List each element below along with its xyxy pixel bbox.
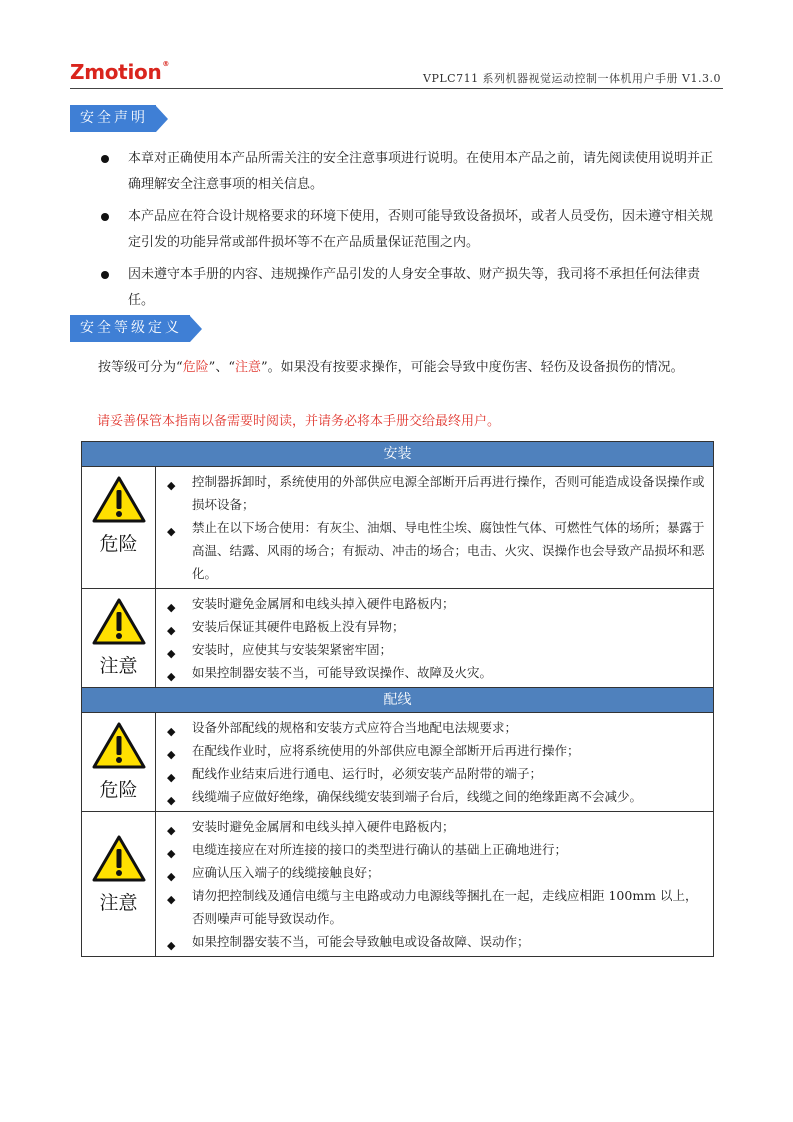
diamond-bullet-icon: ◆ bbox=[167, 624, 176, 637]
diamond-bullet-icon: ◆ bbox=[167, 939, 176, 952]
table-item bbox=[164, 638, 709, 661]
table-item bbox=[164, 739, 709, 762]
diamond-bullet-icon: ◆ bbox=[167, 479, 176, 492]
brand-name: Zmotion bbox=[70, 60, 162, 84]
item-text: 配线作业结束后进行通电、运行时，必须安装产品附带的端子； bbox=[192, 766, 543, 781]
table-item bbox=[164, 930, 709, 953]
diamond-bullet-icon: ◆ bbox=[167, 525, 176, 538]
item-text: 安装时避免金属屑和电线头掉入硬件电路板内； bbox=[192, 819, 455, 834]
install-header: 安装 bbox=[82, 442, 714, 467]
bullet-text: 因未遵守本手册的内容、违规操作产品引发的人身安全事故、财产损失等，我司将不承担任何法律责任。 bbox=[128, 267, 701, 308]
table-item bbox=[164, 785, 709, 808]
items-cell bbox=[156, 713, 714, 812]
bullet-dot-icon bbox=[101, 155, 109, 163]
red-notice: 请妥善保管本指南以备需要时阅读，并请务必将本手册交给最终用户。 bbox=[97, 414, 501, 429]
diamond-bullet-icon: ◆ bbox=[167, 870, 176, 883]
warning-triangle-icon bbox=[91, 721, 147, 771]
levels-paragraph bbox=[72, 355, 722, 381]
diamond-bullet-icon: ◆ bbox=[167, 824, 176, 837]
level-cell bbox=[82, 589, 156, 688]
items-cell bbox=[156, 812, 714, 957]
safety-table bbox=[81, 441, 714, 957]
table-item bbox=[164, 615, 709, 638]
tag-arrow-icon bbox=[190, 316, 202, 342]
section-title: 安全声明 bbox=[70, 105, 156, 132]
level-label-danger: 危险 bbox=[99, 533, 138, 555]
diamond-bullet-icon: ◆ bbox=[167, 748, 176, 761]
danger-word: 危险 bbox=[182, 360, 209, 375]
diamond-bullet-icon: ◆ bbox=[167, 771, 176, 784]
item-text: 电缆连接应在对所连接的接口的类型进行确认的基础上正确地进行； bbox=[192, 842, 568, 857]
registered-mark: ® bbox=[162, 60, 170, 68]
table-item bbox=[164, 716, 709, 739]
table-item bbox=[164, 516, 709, 585]
section-title: 安全等级定义 bbox=[70, 315, 190, 342]
level-label-danger: 危险 bbox=[99, 779, 138, 801]
item-text: 请勿把控制线及通信电缆与主电路或动力电源线等捆扎在一起，走线应相距 100mm 以上，否则噪声可能导致误动作。 bbox=[192, 888, 698, 926]
diamond-bullet-icon: ◆ bbox=[167, 893, 176, 906]
item-text: 线缆端子应做好绝缘，确保线缆安装到端子台后，线缆之间的绝缘距离不会减少。 bbox=[192, 789, 643, 804]
statement-bullet-list bbox=[96, 146, 722, 316]
install-danger-row bbox=[82, 467, 714, 589]
item-text: 在配线作业时，应将系统使用的外部供应电源全部断开后再进行操作； bbox=[192, 743, 580, 758]
item-text: 应确认压入端子的线缆接触良好； bbox=[192, 865, 380, 880]
items-cell bbox=[156, 467, 714, 589]
item-text: 控制器拆卸时，系统使用的外部供应电源全部断开后再进行操作，否则可能造成设备误操作或损坏设备； bbox=[192, 474, 705, 512]
statement-bullet bbox=[96, 204, 722, 256]
caution-word: 注意 bbox=[234, 360, 261, 375]
header-divider bbox=[70, 88, 723, 89]
wiring-danger-row bbox=[82, 713, 714, 812]
diamond-bullet-icon: ◆ bbox=[167, 725, 176, 738]
document-title: VPLC711 系列机器视觉运动控制一体机用户手册 V1.3.0 bbox=[423, 72, 721, 85]
warning-triangle-icon bbox=[91, 597, 147, 647]
level-label-caution: 注意 bbox=[99, 892, 138, 914]
bullet-dot-icon bbox=[101, 271, 109, 279]
statement-bullet bbox=[96, 262, 722, 314]
level-cell bbox=[82, 713, 156, 812]
table-item bbox=[164, 470, 709, 516]
para-text: ”。如果没有按要求操作，可能会导致中度伤害、轻伤及设备损伤的情况。 bbox=[260, 360, 684, 375]
warning-triangle-icon bbox=[91, 475, 147, 525]
para-text: 按等级可分为“ bbox=[98, 360, 183, 375]
table-item bbox=[164, 661, 709, 684]
install-caution-row bbox=[82, 589, 714, 688]
statement-bullet bbox=[96, 146, 722, 198]
item-text: 安装后保证其硬件电路板上没有异物； bbox=[192, 619, 405, 634]
table-item bbox=[164, 838, 709, 861]
item-text: 安装时避免金属屑和电线头掉入硬件电路板内； bbox=[192, 596, 455, 611]
level-label-caution: 注意 bbox=[99, 655, 138, 677]
bullet-text: 本产品应在符合设计规格要求的环境下使用，否则可能导致设备损坏，或者人员受伤，因未遵守相关规定引发的功能异常或部件损坏等不在产品质量保证范围之内。 bbox=[128, 209, 714, 250]
item-text: 如果控制器安装不当，可能导致误操作、故障及火灾。 bbox=[192, 665, 493, 680]
level-cell bbox=[82, 467, 156, 589]
wiring-caution-row bbox=[82, 812, 714, 957]
level-cell bbox=[82, 812, 156, 957]
diamond-bullet-icon: ◆ bbox=[167, 601, 176, 614]
diamond-bullet-icon: ◆ bbox=[167, 670, 176, 683]
item-text: 禁止在以下场合使用：有灰尘、油烟、导电性尘埃、腐蚀性气体、可燃性气体的场所；暴露于高温、结露、风雨的场合；有振动、冲击的场合；电击、火灾、误操作也会导致产品损坏和恶化。 bbox=[192, 520, 705, 581]
items-cell bbox=[156, 589, 714, 688]
table-item bbox=[164, 884, 709, 930]
diamond-bullet-icon: ◆ bbox=[167, 794, 176, 807]
table-item bbox=[164, 592, 709, 615]
table-item bbox=[164, 861, 709, 884]
diamond-bullet-icon: ◆ bbox=[167, 847, 176, 860]
para-text: ”、“ bbox=[208, 360, 235, 375]
warning-triangle-icon bbox=[91, 834, 147, 884]
brand-logo bbox=[70, 60, 169, 84]
table-item bbox=[164, 815, 709, 838]
item-text: 如果控制器安装不当，可能会导致触电或设备故障、误动作； bbox=[192, 934, 530, 949]
tag-arrow-icon bbox=[156, 106, 168, 132]
bullet-text: 本章对正确使用本产品所需关注的安全注意事项进行说明。在使用本产品之前，请先阅读使用说明并正确理解安全注意事项的相关信息。 bbox=[128, 151, 714, 192]
item-text: 安装时，应使其与安装架紧密牢固； bbox=[192, 642, 393, 657]
section-tag-safety-levels bbox=[70, 315, 202, 342]
diamond-bullet-icon: ◆ bbox=[167, 647, 176, 660]
wiring-header: 配线 bbox=[82, 688, 714, 713]
table-item bbox=[164, 762, 709, 785]
section-tag-safety-statement bbox=[70, 105, 168, 132]
item-text: 设备外部配线的规格和安装方式应符合当地配电法规要求； bbox=[192, 720, 518, 735]
bullet-dot-icon bbox=[101, 213, 109, 221]
